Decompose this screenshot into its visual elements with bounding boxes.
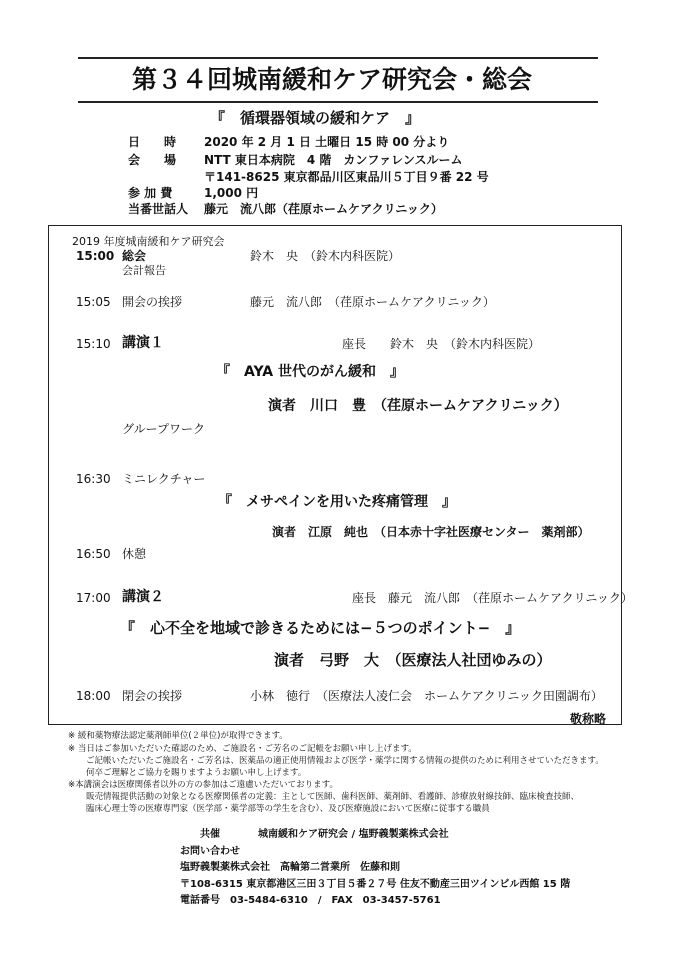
session-person: 藤元 流八郎 （荏原ホームケアクリニック） [250, 295, 495, 309]
note-line: ※ 当日はご参加いただいた確認のため、ご施設名・ご芳名のご記帳をお願い申し上げます。 [68, 744, 417, 754]
session-time: 15:10 [76, 337, 111, 351]
venue-value: NTT 東日本病院 4 階 カンファレンスルーム [204, 153, 463, 167]
session-title: 講演２ [122, 589, 164, 605]
session-topic: 『 メサペインを用いた疼痛管理 』 [218, 494, 456, 510]
host-label: 共催 [200, 829, 220, 840]
session-title: 休憩 [122, 547, 147, 561]
note-line: ご記帳いただいたご施設名・ご芳名は、医薬品の適正使用情報および医学・薬学に関する情報の提供のために利用させていただきます。 [86, 756, 604, 766]
event-theme: 『 循環器領域の緩和ケア 』 [210, 109, 421, 127]
note-line: 販売情報提供活動の対象となる医療関係者の定義：主として医師、歯科医師、薬剤師、看護師、診療放射線技師、臨床検査技師、 [86, 792, 580, 802]
session-time: 15:05 [76, 295, 111, 309]
session-time: 15:00 [76, 249, 115, 263]
title-underline [78, 101, 598, 103]
organizer-label: 当番世話人 [128, 202, 189, 216]
note-line: 何卒ご理解とご協力を賜りますようお願い申し上げます。 [86, 768, 307, 778]
organizer-value: 藤元 流八郎（荏原ホームケアクリニック） [204, 202, 443, 216]
contact-phone: 電話番号 03-5484-6310 / FAX 03-3457-5761 [180, 895, 441, 906]
note-line: ※本講演会は医療関係者以外の方の参加はご遠慮いただいております。 [68, 780, 338, 790]
session-time: 16:50 [76, 547, 111, 561]
venue-label: 会 場 [128, 153, 177, 167]
top-rule [78, 57, 598, 59]
contact-label: お問い合わせ [180, 846, 240, 857]
session-sub: 会計報告 [122, 264, 166, 277]
session-group: グループワーク [122, 422, 206, 436]
session-topic: 『 AYA 世代のがん緩和 』 [216, 364, 405, 380]
note-line: ※ 緩和薬物療法認定薬剤師単位(２単位)が取得できます。 [68, 731, 288, 741]
session-person: 鈴木 央 （鈴木内科医院） [250, 249, 401, 263]
session-chair: 座長 鈴木 央 （鈴木内科医院） [342, 337, 541, 351]
session-title: ミニレクチャー [122, 472, 206, 486]
session-title: 総会 [122, 249, 147, 263]
contact-address: 〒108-6315 東京都港区三田３丁目５番２７号 住友不動産三田ツインビル西館 15 階 [180, 879, 571, 890]
date-label: 日 時 [128, 135, 177, 149]
session-title: 閉会の挨拶 [122, 689, 183, 703]
note-line: 臨床心理士等の医療専門家（医学部・薬学部等の学生を含む）、及び医療施設において医療に従事する職員 [86, 804, 490, 814]
date-value: 2020 年 2 月 1 日 土曜日 15 時 00 分より [204, 135, 450, 149]
session-topic: 『 心不全を地域で診きるためには−５つのポイント− 』 [120, 619, 521, 637]
contact-company: 塩野義製薬株式会社 高輪第二営業所 佐藤和則 [180, 862, 400, 873]
host-value: 城南緩和ケア研究会 / 塩野義製薬株式会社 [258, 829, 449, 840]
event-title: 第３４回城南緩和ケア研究会・総会 [132, 65, 533, 94]
session-time: 17:00 [76, 591, 111, 605]
session-person: 小林 徳行 （医療法人凌仁会 ホームケアクリニック田園調布） [250, 689, 603, 703]
session-time: 16:30 [76, 472, 111, 486]
session-chair: 座長 藤元 流八郎 （荏原ホームケアクリニック） [352, 591, 633, 605]
session-title: 開会の挨拶 [122, 295, 183, 309]
session-speaker: 演者 弓野 大 （医療法人社団ゆみの） [274, 651, 552, 669]
fee-label: 参 加 費 [128, 186, 173, 200]
fee-value: 1,000 円 [204, 186, 259, 200]
session-speaker: 演者 川口 豊 （荏原ホームケアクリニック） [268, 398, 568, 414]
program-heading: 2019 年度城南緩和ケア研究会 [72, 235, 225, 248]
session-time: 18:00 [76, 689, 111, 703]
venue-address: 〒141-8625 東京都品川区東品川５丁目９番 22 号 [204, 170, 489, 184]
honorifics-note: 敬称略 [570, 712, 607, 726]
session-speaker: 演者 江原 純也 （日本赤十字社医療センター 薬剤部） [272, 525, 590, 539]
session-title: 講演１ [122, 335, 164, 351]
